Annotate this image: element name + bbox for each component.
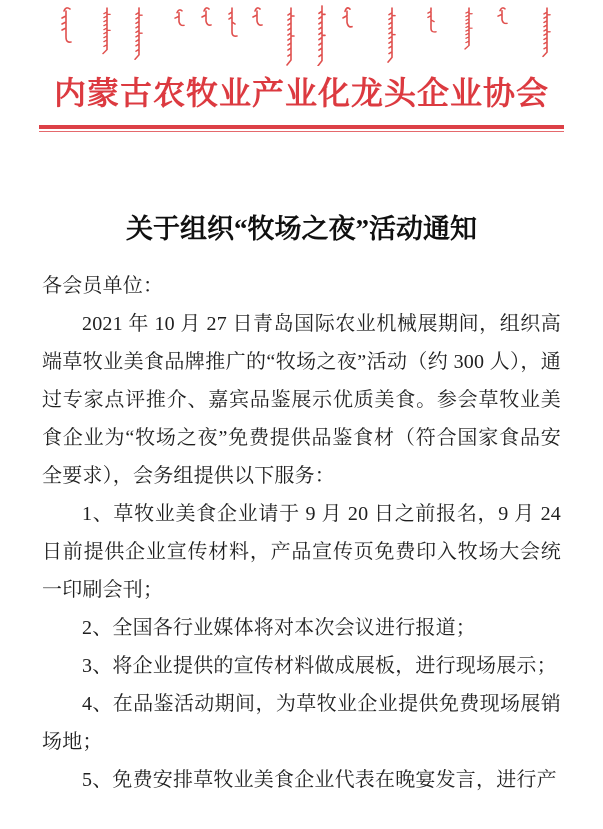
body-paragraph: 3、将企业提供的宣传材料做成展板，进行现场展示；	[82, 655, 557, 677]
body-paragraph: 2、全国各行业媒体将对本次会议进行报道；	[82, 617, 476, 639]
body-paragraph: 5、免费安排草牧业美食企业代表在晚宴发言，进行产	[82, 769, 557, 791]
letterhead	[0, 0, 603, 132]
body-paragraph: 4、在品鉴活动期间，为草牧业企业提供免费现场展销场地；	[42, 693, 561, 753]
organization-title: 内蒙古农牧业产业化龙头企业协会	[53, 75, 549, 111]
body-paragraph: 1、草牧业美食企业请于 9 月 20 日之前报名，9 月 24 日前提供企业宣传材料，产品宣传页免费印入牧场大会统一印刷会刊；	[42, 503, 561, 601]
notice-title: 关于组织“牧场之夜”活动通知	[126, 214, 477, 244]
divider-thin-line	[39, 131, 564, 133]
mongolian-script-icon	[0, 0, 603, 66]
salutation: 各会员单位：	[42, 275, 164, 297]
notice-body	[0, 207, 603, 799]
letterhead-divider	[39, 125, 564, 132]
body-paragraph: 2021 年 10 月 27 日青岛国际农业机械展期间，组织高端草牧业美食品牌推广的“牧场之夜”活动（约 300 人），通过专家点评推介、嘉宾品鉴展示优质美食。参会草牧业美食企业为“牧场之夜”免费提供品鉴食材（符合国家食品安全要求），会务组提供以下服务：	[42, 313, 561, 487]
